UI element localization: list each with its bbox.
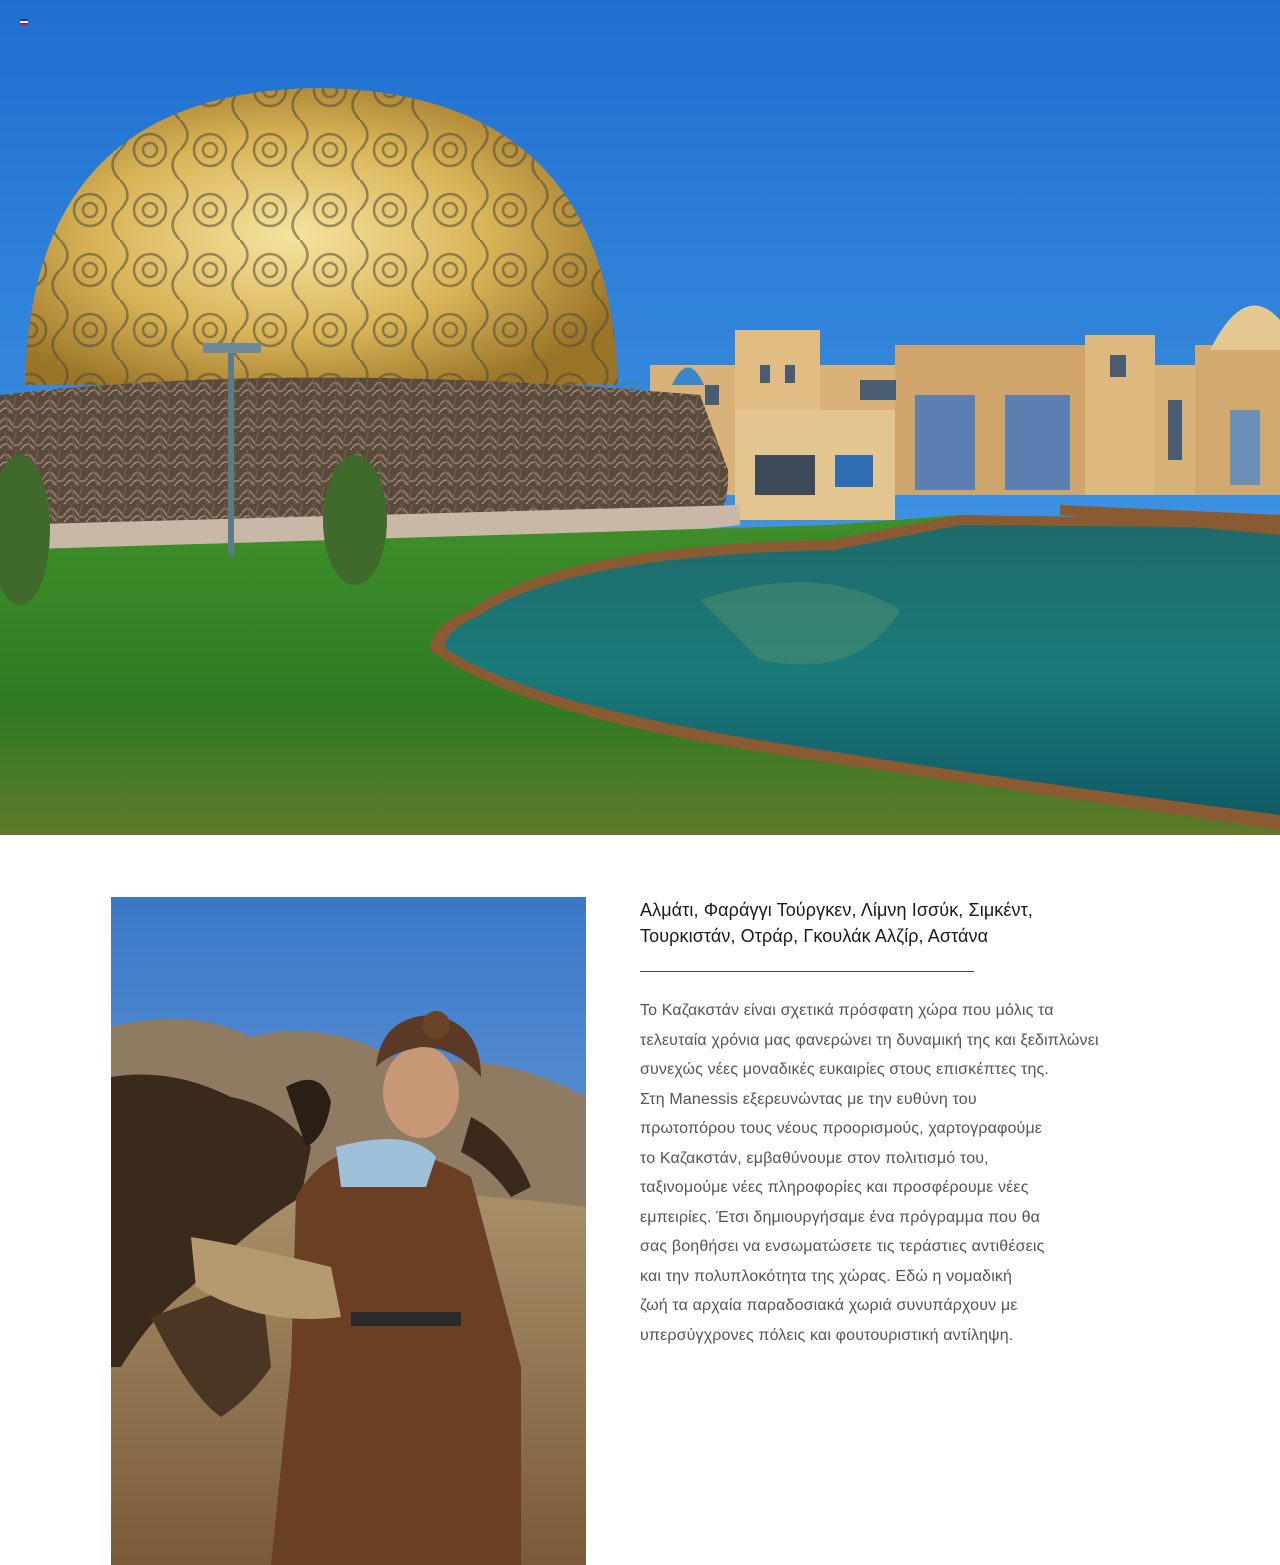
- destinations-heading: [640, 897, 1200, 949]
- divider: [640, 971, 974, 972]
- body-line: υπερσύγχρονες πόλεις και φουτουριστική αντίληψη.: [640, 1326, 1014, 1344]
- body-line: και την πολυπλοκότητα της χώρας. Εδώ η νομαδική: [640, 1267, 1013, 1285]
- portrait-photo: [111, 897, 586, 1565]
- body-paragraph: [640, 996, 1200, 1350]
- body-line: συνεχώς νέες μοναδικές ευκαιρίες στους επισκέπτες της.: [640, 1061, 1049, 1078]
- body-line: το Καζακστάν, εμβαθύνουμε στον πολιτισμό του,: [640, 1149, 989, 1167]
- heading-line: Αλμάτι, Φαράγγι Τούργκεν, Λίμνη Ισσύκ, Σιμκέντ,: [640, 900, 1033, 920]
- article-text: [640, 897, 1200, 1350]
- body-line: Το Καζακστάν είναι σχετικά πρόσφατη χώρα που μόλις τα: [640, 1002, 1054, 1019]
- body-line: σας βοηθήσει να ενσωματώσετε τις τεράστιες αντιθέσεις: [640, 1238, 1045, 1255]
- body-line: Στη Manessis εξερευνώντας με την ευθύνη του: [640, 1090, 977, 1108]
- body-line: ζωή τα αρχαία παραδοσιακά χωριά συνυπάρχουν με: [640, 1297, 1018, 1314]
- flag-icon: [20, 19, 28, 25]
- body-line: πρωτοπόρου τους νέους προορισμούς, χαρτογραφούμε: [640, 1120, 1043, 1137]
- heading-line: Τουρκιστάν, Οτράρ, Γκουλάκ Αλζίρ, Αστάνα: [640, 926, 989, 946]
- body-line: τελευταία χρόνια μας φανερώνει τη δυναμική της και ξεδιπλώνει: [640, 1031, 1099, 1049]
- flag-stripe: [20, 23, 28, 25]
- body-line: ταξινομούμε νέες πληροφορίες και προσφέρουμε νέες: [640, 1179, 1029, 1196]
- portrait-photo-illustration: [111, 897, 586, 1565]
- body-line: εμπειρίες. Έτσι δημιουργήσαμε ένα πρόγραμμα που θα: [640, 1208, 1041, 1226]
